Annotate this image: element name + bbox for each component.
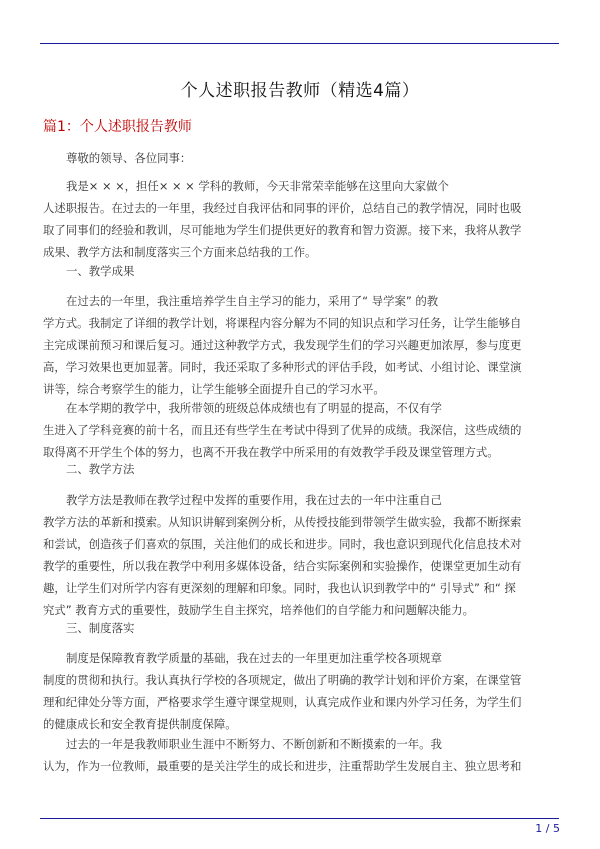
text-line: 取了同事们的经验和教训，尽可能地为学生们提供更好的教育和智力资源。接下来，我将从教学: [43, 223, 522, 237]
text-line: 究式” 教育方式的重要性，鼓励学生自主探究，培养他们的自学能力和问题解决能力。: [43, 603, 474, 617]
heading-teaching-results: 一、教学成果: [66, 264, 135, 278]
text-line: 生进入了学科竞赛的前十名，而且还有些学生在考试中得到了优异的成绩。我深信，这些成绩的: [43, 423, 522, 437]
methods-paragraph: [43, 489, 558, 621]
text-line: 趣，让学生们对所学内容有更深刻的理解和印象。同时，我也认识到教学中的“ 引导式” 和“ 探: [43, 581, 516, 595]
text-line: 的健康成长和安全教育提供制度保障。: [43, 717, 237, 731]
page-indicator: 1 / 5: [535, 822, 560, 835]
text-line: 理和纪律处分等方面，严格要求学生遵守课堂规则，认真完成作业和课内外学习任务，为学生们: [43, 695, 522, 709]
text-line: 教学方法是教师在教学过程中发挥的重要作用，我在过去的一年中注重自己: [66, 493, 442, 507]
intro-paragraph: [43, 175, 558, 263]
closing-paragraph: [43, 733, 558, 777]
text-line: 和尝试，创造孩子们喜欢的氛围，关注他们的成长和进步。同时，我也意识到现代化信息技术对: [43, 537, 522, 551]
text-line: 人述职报告。在过去的一年里，我经过自我评估和同事的评价，总结自己的教学情况，同时也吸: [43, 201, 522, 215]
text-line: 主完成课前预习和课后复习。通过这种教学方式，我发现学生们的学习兴趣更加浓厚，参与度更: [43, 338, 522, 352]
text-line: 学方式。我制定了详细的教学计划，将课程内容分解为不同的知识点和学习任务，让学生能够自: [43, 316, 522, 330]
header-rule: [40, 43, 559, 44]
section-title: 篇1：个人述职报告教师: [43, 119, 192, 135]
text-line: 教学方法的革新和摸索。从知识讲解到案例分析，从传授技能到带领学生做实验，我都不断探索: [43, 515, 522, 529]
text-line: 教学的重要性，所以我在教学中利用多媒体设备，结合实际案例和实验操作，使课堂更加生动有: [43, 559, 522, 573]
salutation-line: 尊敬的领导、各位同事：: [66, 151, 192, 165]
results-paragraph-2: [43, 397, 558, 463]
results-paragraph-1: [43, 290, 558, 400]
text-line: 取得离不开学生个体的努力，也离不开我在教学中所采用的有效教学手段及课堂管理方式。: [43, 445, 499, 459]
text-line: 在本学期的教学中，我所带领的班级总体成绩也有了明显的提高，不仅有学: [66, 401, 442, 415]
document-title: 个人述职报告教师（精选4篇）: [180, 81, 420, 101]
text-line: 讲等，综合考察学生的能力，让学生能够全面提升自己的学习水平。: [43, 382, 385, 396]
system-paragraph: [43, 647, 558, 735]
text-line: 成果、教学方法和制度落实三个方面来总结我的工作。: [43, 245, 317, 259]
text-line: 制度的贯彻和执行。我认真执行学校的各项规定，做出了明确的教学计划和评价方案，在课堂管: [43, 673, 522, 687]
text-line: 高，学习效果也更加显著。同时，我还采取了多种形式的评估手段，如考试、小组讨论、课堂演: [43, 360, 522, 374]
text-line: 过去的一年是我教师职业生涯中不断努力、不断创新和不断摸索的一年。我: [66, 737, 442, 751]
heading-system-implementation: 三、制度落实: [66, 621, 135, 635]
footer-rule: [40, 818, 559, 819]
heading-teaching-methods: 二、教学方法: [66, 462, 135, 476]
text-line: 在过去的一年里，我注重培养学生自主学习的能力，采用了“ 导学案” 的教: [66, 294, 439, 308]
salutation: [43, 147, 558, 169]
text-line: 制度是保障教育教学质量的基础，我在过去的一年里更加注重学校各项规章: [66, 651, 442, 665]
text-line: 认为，作为一位教师，最重要的是关注学生的成长和进步，注重帮助学生发展自主、独立思考和: [43, 759, 522, 773]
text-line: 我是× × ×，担任× × × 学科的教师，今天非常荣幸能够在这里向大家做个: [66, 179, 449, 193]
